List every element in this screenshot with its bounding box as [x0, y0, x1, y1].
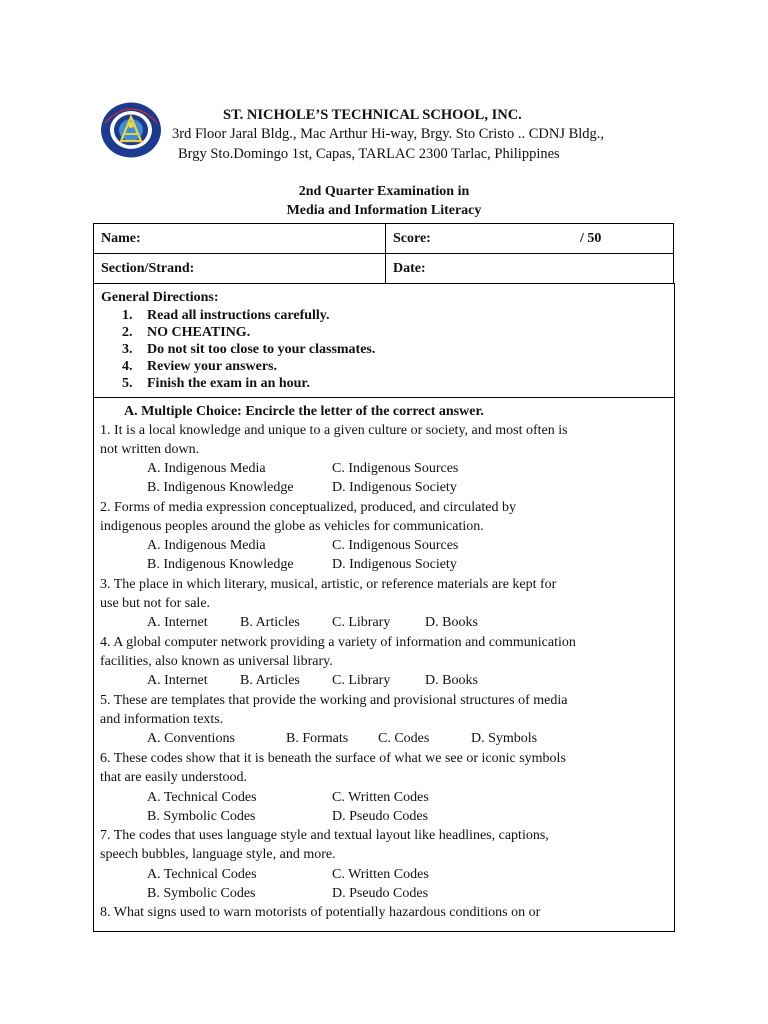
section-a-heading: A. Multiple Choice: Encircle the letter of the correct answer. — [124, 404, 484, 419]
question-8-line1: 8. What signs used to warn motorists of potentially hazardous conditions on or — [100, 905, 541, 920]
question-4-line1: 4. A global computer network providing a variety of information and communication — [100, 635, 576, 650]
score-field[interactable] — [386, 224, 674, 254]
q1-choice-b[interactable]: B. Indigenous Knowledge — [147, 480, 294, 495]
q4-choice-b[interactable]: B. Articles — [240, 673, 300, 688]
directions-list — [122, 307, 375, 392]
direction-item — [122, 307, 375, 324]
exam-title-line2: Media and Information Literacy — [286, 203, 482, 218]
question-1-line2: not written down. — [100, 442, 200, 457]
date-label: Date: — [393, 260, 426, 276]
name-field[interactable] — [94, 224, 386, 254]
score-label: Score: — [393, 230, 431, 246]
direction-item — [122, 341, 375, 358]
q6-choice-a[interactable]: A. Technical Codes — [147, 790, 257, 805]
name-label: Name: — [101, 230, 141, 246]
question-7-line1: 7. The codes that uses language style and textual layout like headlines, captions, — [100, 828, 549, 843]
general-directions-box — [93, 283, 675, 398]
q5-choice-d[interactable]: D. Symbols — [471, 731, 538, 746]
question-6-line2: that are easily understood. — [100, 770, 247, 785]
q5-choice-a[interactable]: A. Conventions — [147, 731, 235, 746]
school-name: ST. NICHOLE’S TECHNICAL SCHOOL, INC. — [223, 107, 522, 123]
directions-title: General Directions: — [101, 290, 219, 305]
section-strand-label: Section/Strand: — [101, 260, 195, 276]
q3-choice-a[interactable]: A. Internet — [147, 615, 208, 630]
q7-choice-b[interactable]: B. Symbolic Codes — [147, 886, 256, 901]
q3-choice-d[interactable]: D. Books — [425, 615, 478, 630]
date-field[interactable] — [386, 254, 674, 284]
direction-text: Do not sit too close to your classmates. — [147, 342, 376, 357]
question-7-line2: speech bubbles, language style, and more. — [100, 847, 336, 862]
direction-number: 2. — [122, 325, 133, 340]
q2-choice-d[interactable]: D. Indigenous Society — [332, 557, 457, 572]
direction-item — [122, 358, 375, 375]
q1-choice-a[interactable]: A. Indigenous Media — [147, 461, 266, 476]
question-5-line1: 5. These are templates that provide the working and provisional structures of media — [100, 693, 568, 708]
exam-title-line1: 2nd Quarter Examination in — [298, 184, 470, 199]
q6-choice-c[interactable]: C. Written Codes — [332, 790, 429, 805]
student-info-table — [93, 223, 674, 284]
question-2-line2: indigenous peoples around the globe as vehicles for communication. — [100, 519, 484, 534]
q7-choice-a[interactable]: A. Technical Codes — [147, 867, 257, 882]
q2-choice-a[interactable]: A. Indigenous Media — [147, 538, 266, 553]
q6-choice-b[interactable]: B. Symbolic Codes — [147, 809, 256, 824]
direction-number: 3. — [122, 342, 133, 357]
question-6-line1: 6. These codes show that it is beneath the surface of what we see or iconic symbols — [100, 751, 566, 766]
direction-number: 5. — [122, 376, 133, 391]
q4-choice-a[interactable]: A. Internet — [147, 673, 208, 688]
school-address-line2: Brgy Sto.Domingo 1st, Capas, TARLAC 2300 Tarlac, Philippines — [178, 146, 560, 162]
q3-choice-b[interactable]: B. Articles — [240, 615, 300, 630]
q3-choice-c[interactable]: C. Library — [332, 615, 391, 630]
direction-number: 4. — [122, 359, 133, 374]
multiple-choice-section — [93, 397, 675, 932]
question-3-line2: use but not for sale. — [100, 596, 211, 611]
direction-text: Read all instructions carefully. — [147, 308, 330, 323]
direction-item — [122, 375, 375, 392]
direction-text: Review your answers. — [147, 359, 278, 374]
school-logo — [99, 101, 163, 159]
q1-choice-c[interactable]: C. Indigenous Sources — [332, 461, 459, 476]
q2-choice-b[interactable]: B. Indigenous Knowledge — [147, 557, 294, 572]
question-4-line2: facilities, also known as universal library. — [100, 654, 333, 669]
q2-choice-c[interactable]: C. Indigenous Sources — [332, 538, 459, 553]
q5-choice-b[interactable]: B. Formats — [286, 731, 349, 746]
direction-item — [122, 324, 375, 341]
question-2-line1: 2. Forms of media expression conceptualized, produced, and circulated by — [100, 500, 516, 515]
direction-text: Finish the exam in an hour. — [147, 376, 310, 391]
section-strand-field[interactable] — [94, 254, 386, 284]
q5-choice-c[interactable]: C. Codes — [378, 731, 430, 746]
question-3-line1: 3. The place in which literary, musical, artistic, or reference materials are kept for — [100, 577, 557, 592]
q1-choice-d[interactable]: D. Indigenous Society — [332, 480, 457, 495]
school-address-line1: 3rd Floor Jaral Bldg., Mac Arthur Hi-way, Brgy. Sto Cristo .. CDNJ Bldg., — [172, 126, 605, 142]
question-1-line1: 1. It is a local knowledge and unique to a given culture or society, and most often is — [100, 423, 568, 438]
score-total: / 50 — [580, 230, 602, 246]
q4-choice-d[interactable]: D. Books — [425, 673, 478, 688]
direction-number: 1. — [122, 308, 133, 323]
direction-text: NO CHEATING. — [147, 325, 251, 340]
q6-choice-d[interactable]: D. Pseudo Codes — [332, 809, 429, 824]
q7-choice-c[interactable]: C. Written Codes — [332, 867, 429, 882]
q7-choice-d[interactable]: D. Pseudo Codes — [332, 886, 429, 901]
question-5-line2: and information texts. — [100, 712, 224, 727]
q4-choice-c[interactable]: C. Library — [332, 673, 391, 688]
